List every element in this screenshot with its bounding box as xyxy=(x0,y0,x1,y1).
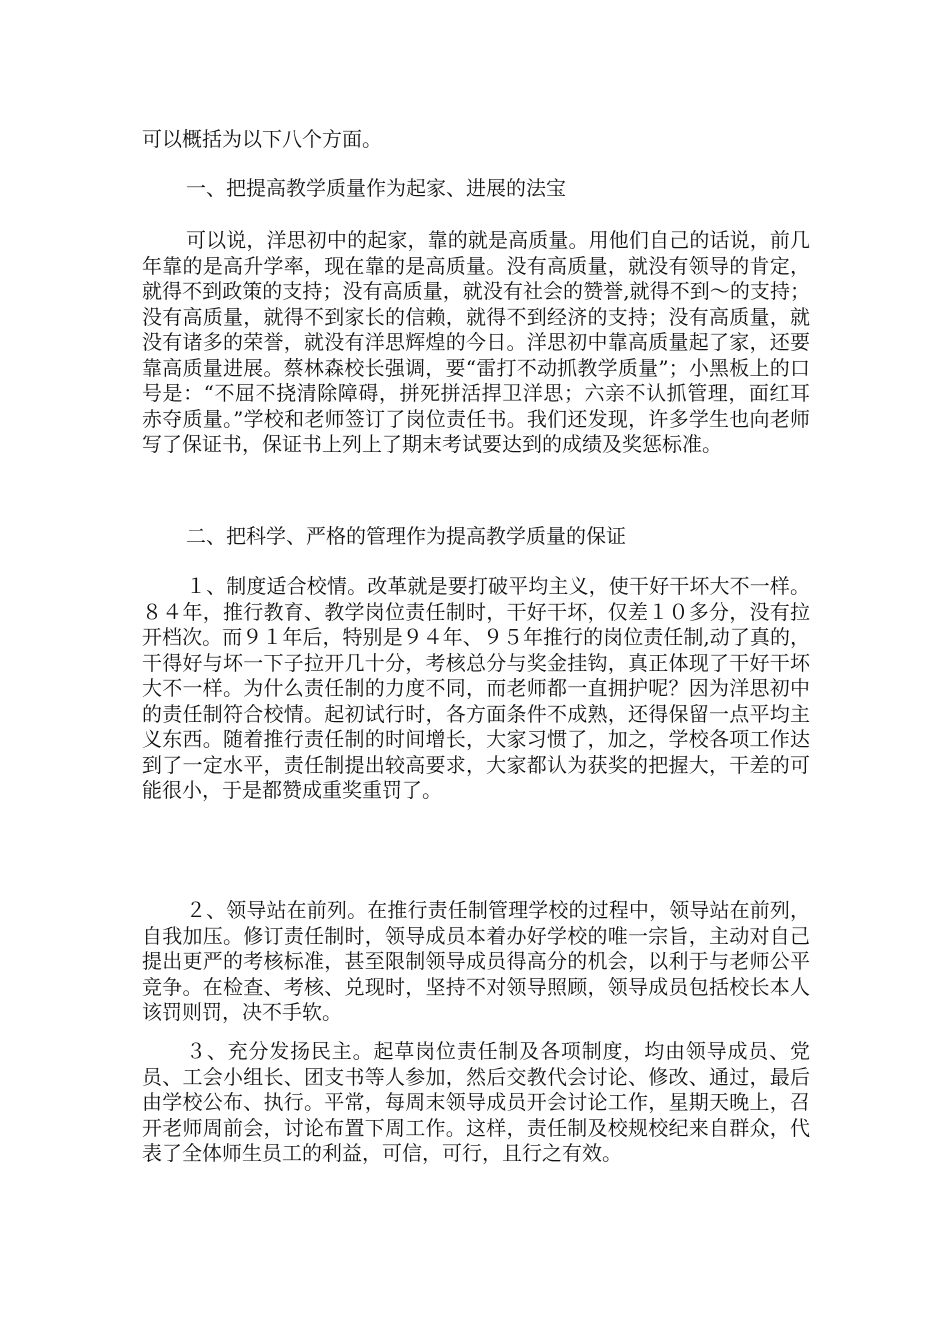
item-2-paragraph: ２、领导站在前列。在推行责任制管理学校的过程中，领导站在前列，自我加压。修订责任制时，领导成员本着办好学校的唯一宗旨，主动对自己提出更严的考核标准，甚至限制领导成员得高分的机会，以利于与老师公平竞争。在检查、考核、兑现时，坚持不对领导照顾，领导成员包括校长本人该罚则罚，决不手软。 xyxy=(142,898,810,1024)
item-3-paragraph: ３、充分发扬民主。起草岗位责任制及各项制度，均由领导成员、党员、工会小组长、团支书等人参加，然后交教代会讨论、修改、通过，最后由学校公布、执行。平常，每周末领导成员开会讨论工作，星期天晚上，召开老师周前会，讨论布置下周工作。这样，责任制及校规校纪来自群众，代表了全体师生员工的利益，可信，可行，且行之有效。 xyxy=(142,1039,810,1165)
section-heading-2: 二、把科学、严格的管理作为提高教学质量的保证 xyxy=(186,524,626,548)
item-1-paragraph: １、制度适合校情。改革就是要打破平均主义，使干好干坏大不一样。８４年，推行教育、教学岗位责任制时，干好干坏，仅差１０多分，没有拉开档次。而９１年后，特别是９４年、９５年推行的岗位责任制,动了真的，干得好与坏一下子拉开几十分，考核总分与奖金挂钩，真正体现了干好干坏大不一样。为什么责任制的力度不同，而老师都一直拥护呢？因为洋思初中的责任制符合校情。起初试行时，各方面条件不成熟，还得保留一点平均主义东西。随着推行责任制的时间增长，大家习惯了，加之，学校各项工作达到了一定水平，责任制提出较高要求，大家都认为获奖的把握大，干差的可能很小，于是都赞成重奖重罚了。 xyxy=(142,574,810,802)
intro-line: 可以概括为以下八个方面。 xyxy=(142,127,382,151)
section-1-paragraph: 可以说，洋思初中的起家，靠的就是高质量。用他们自己的话说，前几年靠的是高升学率，现在靠的是高质量。没有高质量，就没有领导的肯定，就得不到政策的支持；没有高质量，就没有社会的赞誉,就得不到～的支持；没有高质量，就得不到家长的信赖，就得不到经济的支持；没有高质量，就没有诸多的荣誉，就没有洋思辉煌的今日。洋思初中靠高质量起了家，还要靠高质量进展。蔡林森校长强调，要“雷打不动抓教学质量”；小黑板上的口号是：“不屈不挠清除障碍，拼死拼活捍卫洋思；六亲不认抓管理，面红耳赤夺质量。”学校和老师签订了岗位责任书。我们还发现，许多学生也向老师写了保证书，保证书上列上了期末考试要达到的成绩及奖惩标准。 xyxy=(142,228,810,456)
section-heading-1: 一、把提高教学质量作为起家、进展的法宝 xyxy=(186,176,566,200)
